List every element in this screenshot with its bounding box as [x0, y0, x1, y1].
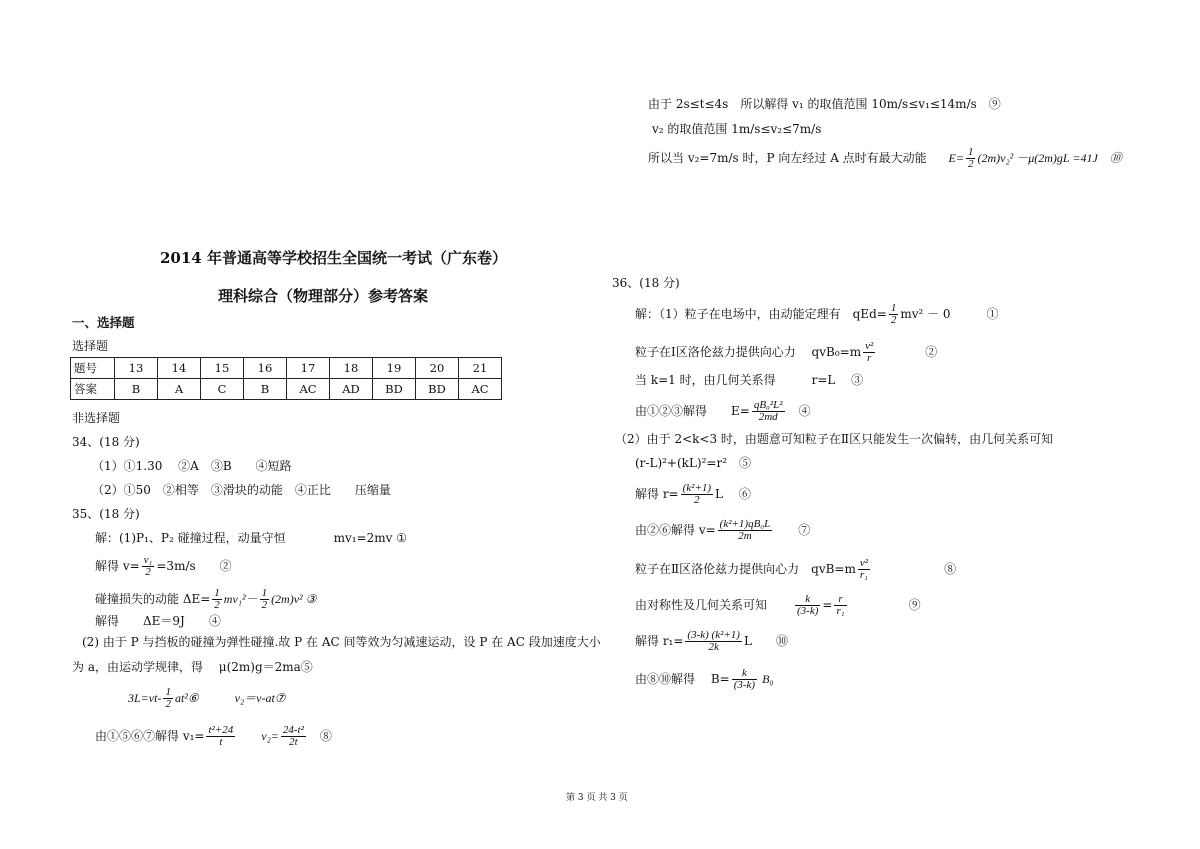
table-cell: AC: [287, 379, 330, 400]
q35-step4: 解得 ΔE＝9J ④: [95, 614, 221, 628]
table-cell: 19: [373, 358, 416, 379]
table-cell: 21: [459, 358, 502, 379]
table-row: [71, 358, 502, 379]
table-cell: C: [201, 379, 244, 400]
q34-part2: （2）①50 ②相等 ③滑块的动能 ④正比 压缩量: [92, 483, 391, 497]
table-cell: 14: [158, 358, 201, 379]
nonchoice-label: 非选择题: [72, 411, 121, 425]
q36-a3: 当 k=1 时，由几何关系得 r=L ③: [635, 373, 864, 387]
q35-step1: 解：(1)P₁、P₂ 碰撞过程，动量守恒 mv₁=2mv ①: [95, 531, 407, 545]
table-cell: 13: [115, 358, 158, 379]
page-footer: 第 3 页 共 3 页: [566, 793, 628, 803]
q36-b7: 解得 r₁= $\frac{\text{(3-k) (k²+1)}}{2k}$ L ⑩: [635, 629, 788, 653]
table-cell: 题号: [71, 358, 115, 379]
page-title: 2014 年普通高等学校招生全国统一考试（广东卷）: [160, 249, 507, 267]
page-subtitle: 理科综合（物理部分）参考答案: [218, 287, 429, 305]
q35-heading: 35、(18 分): [72, 507, 140, 521]
q36-b3: 解得 r= $\frac{\text{(k²+1)}}{2}$ L ⑥: [635, 482, 751, 506]
q34-heading: 34、(18 分): [72, 435, 140, 449]
table-cell: 17: [287, 358, 330, 379]
q35-step2: 解得 v= $\frac{\text{v₁}}{2}$ =3m/s ②: [95, 554, 232, 578]
prev-line-1: 由于 2s≤t≤4s 所以解得 v₁ 的取值范围 10m/s≤v₁≤14m/s ⑨: [648, 97, 1001, 111]
table-cell: 16: [244, 358, 287, 379]
table-cell: AC: [459, 379, 502, 400]
q36-b8: 由⑧⑩解得 B= $\frac{k}{(3-k)}$ B₀: [635, 667, 774, 691]
table-cell: BD: [416, 379, 459, 400]
prev-line-2: v₂ 的取值范围 1m/s≤v₂≤7m/s: [652, 122, 822, 136]
q36-a1: 解：（1）粒子在电场中，由动能定理有 qEd= $\frac{1}{2}$ mv² － 0 ①: [635, 302, 999, 326]
q36-b1: （2）由于 2<k<3 时，由题意可知粒子在Ⅱ区只能发生一次偏转，由几何关系可知: [615, 432, 1054, 446]
table-cell: 20: [416, 358, 459, 379]
answer-table: [70, 357, 502, 400]
q35-step3: 碰撞损失的动能 ΔE= $\frac{1}{2}$ mv₁²－ $\frac{1}{2}$ (2m)v² ③: [95, 587, 317, 611]
q36-heading: 36、(18 分): [612, 276, 680, 290]
table-cell: 15: [201, 358, 244, 379]
prev-line-3: 所以当 v₂=7m/s 时，P 向左经过 A 点时有最大动能 E= $\frac{1}{2}$ (2m)v₂² －μ(2m)gL =41J ⑩: [648, 146, 1122, 170]
q36-b2: (r-L)²+(kL)²=r² ⑤: [635, 456, 752, 470]
table-cell: BD: [373, 379, 416, 400]
table-cell: 18: [330, 358, 373, 379]
q35-step8: 由①⑤⑥⑦解得 v₁= $\frac{\text{t²+24}}{t}$ v₂= $\frac{\text{24-t²}}{2t}$ ⑧: [95, 724, 332, 748]
q35-step6: 为 a，由运动学规律，得 μ(2m)g＝2ma⑤: [72, 660, 313, 674]
q35-step5: (2) 由于 P 与挡板的碰撞为弹性碰撞.故 P 在 AC 间等效为匀减速运动，设 P 在 AC 段加速度大小: [82, 635, 601, 649]
table-cell: A: [158, 379, 201, 400]
section-label: 选择题: [72, 339, 109, 353]
table-row: [71, 379, 502, 400]
q36-a2: 粒子在Ⅰ区洛伦兹力提供向心力 qvB₀=m $\frac{\text{v²}}{r}$ ②: [635, 340, 938, 364]
q35-step7: 3L=vt- $\frac{1}{2}$ at²⑥ v₂＝v-at⑦: [128, 686, 286, 710]
table-cell: B: [244, 379, 287, 400]
table-cell: B: [115, 379, 158, 400]
q36-a4: 由①②③解得 E= $\frac{\text{qB₀²L²}}{2md}$ ④: [635, 399, 811, 423]
q36-b6: 由对称性及几何关系可知 $\frac{k}{(3-k)}$ = $\frac{r}{\text{r₁}}$ ⑨: [635, 593, 921, 617]
section-heading: 一、选择题: [72, 315, 135, 330]
q34-part1: （1）①1.30 ②A ③B ④短路: [92, 459, 292, 473]
table-cell: AD: [330, 379, 373, 400]
table-cell: 答案: [71, 379, 115, 400]
q36-b5: 粒子在Ⅱ区洛伦兹力提供向心力 qvB=m $\frac{\text{v²}}{\text{r₁}}$ ⑧: [635, 557, 957, 581]
q36-b4: 由②⑥解得 v= $\frac{\text{(k²+1)qB₀L}}{2m}$ ⑦: [635, 518, 811, 542]
